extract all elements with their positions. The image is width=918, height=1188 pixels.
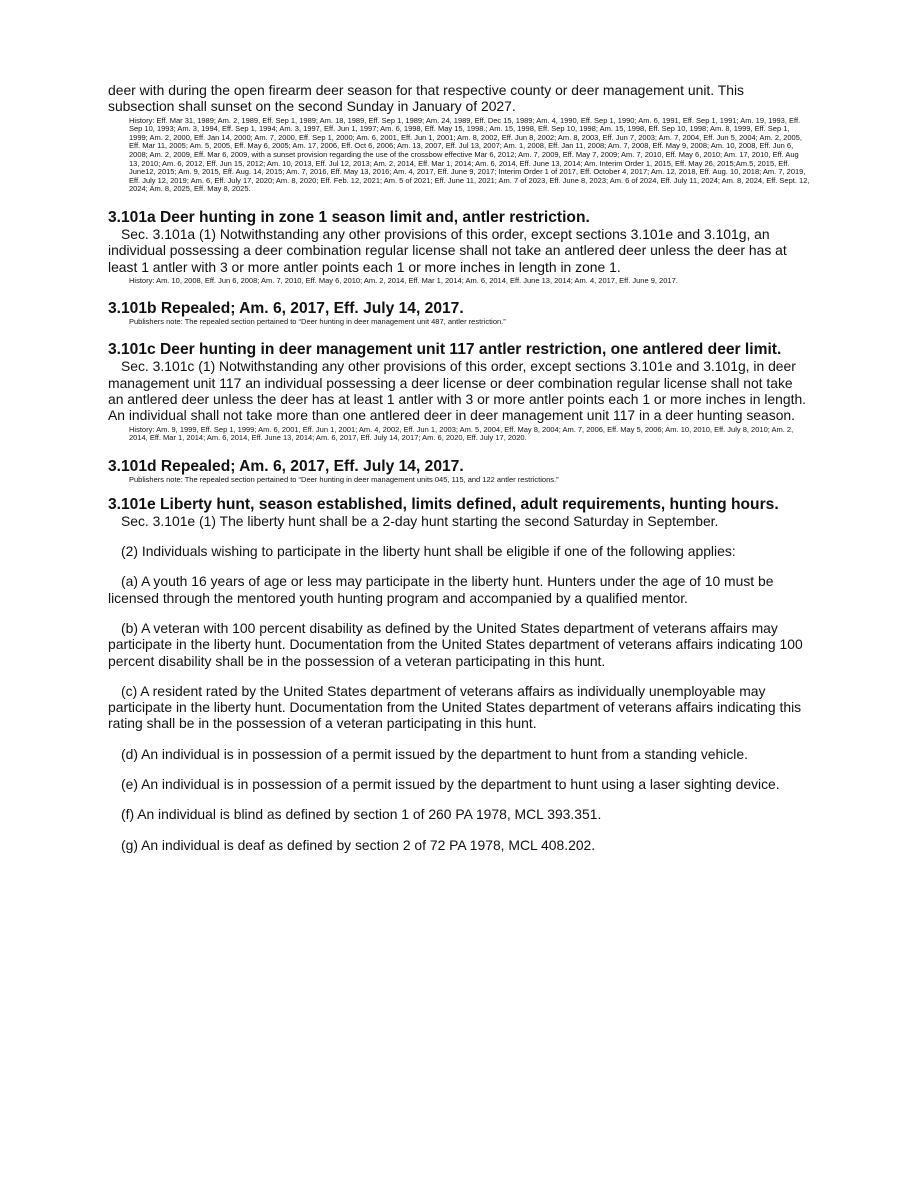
section-3-101e-heading: 3.101e Liberty hunt, season established, limits defined, adult requirements, hunting hours. bbox=[108, 495, 779, 513]
section-3-101e-item-c: (c) A resident rated by the United States department of veterans affairs as individually unemployable may participate in the liberty hunt. Documentation from the United States department of veterans affairs indicating this rating shall be in the possession of a veteran participating in this hunt. bbox=[108, 682, 802, 732]
section-3-101d-note: Publishers note: The repealed section pertained to “Deer hunting in deer management units 045, 115, and 122 antler restrictions.” bbox=[129, 474, 559, 484]
section-3-101e-item-d: (d) An individual is in possession of a permit issued by the department to hunt from a standing vehicle. bbox=[121, 745, 748, 762]
section-3-101e-item-b: (b) A veteran with 100 percent disability as defined by the United States department of veterans affairs may participate in the liberty hunt. Documentation from the United States department of veterans affairs indicating 100 percent disability shall be in the possession of a veteran participating in this hunt. bbox=[108, 619, 803, 669]
section-3-101c-heading: 3.101c Deer hunting in deer management unit 117 antler restriction, one antlered deer limit. bbox=[108, 341, 782, 359]
section-3-101e-paragraph-1: Sec. 3.101e (1) The liberty hunt shall be a 2-day hunt starting the second Saturday in September. bbox=[121, 512, 719, 529]
section-3-101b-note: Publishers note: The repealed section pertained to “Deer hunting in deer management unit 487, antler restriction.” bbox=[129, 317, 506, 327]
section-3-101c-text: Sec. 3.101c (1) Notwithstanding any other provisions of this order, except sections 3.101e and 3.101g, in deer management unit 117 an individual possessing a deer license or deer combination regular license shall not take an antlered deer unless the deer has at least 1 antler with 3 or more antler points each 1 or more inches in length. An individual shall not take more than one antlered deer in deer management unit 117 in a deer hunting season. bbox=[108, 358, 807, 424]
section-3-101b-heading: 3.101b Repealed; Am. 6, 2017, Eff. July 14, 2017. bbox=[108, 300, 464, 318]
section-3-101c-history: History: Am. 9, 1999, Eff. Sep 1, 1999; Am. 6, 2001, Eff. Jun 1, 2001; Am. 4, 2002, Eff. Jun 1, 2003; Am. 5, 2004, Eff. May 8, 2004; Am. 7, 2006, Eff. May 5, 2006; Am. 10, 2010, Eff. July 8, 2010; Am. 2, 2014, Eff. Mar 1, 2014; Am. 6, 2014, Eff. June 13, 2014; Am. 6, 2017, Eff. July 14, 2017; Am. 6, 2020, Eff. July 17, 2020. bbox=[129, 424, 794, 443]
document-page bbox=[108, 82, 810, 853]
section-3-101a-history: History: Am. 10, 2008, Eff. Jun 6, 2008; Am. 7, 2010, Eff. May 6, 2010; Am. 2, 2014, Eff. Mar 1, 2014; Am. 6, 2014, Eff. June 13, 2014; Am. 4, 2017, Eff. June 9, 2017. bbox=[129, 275, 678, 285]
section-3-101e-item-f: (f) An individual is blind as defined by section 1 of 260 PA 1978, MCL 393.351. bbox=[121, 806, 602, 823]
section-3-101d-heading: 3.101d Repealed; Am. 6, 2017, Eff. July 14, 2017. bbox=[108, 457, 464, 475]
section-3-101e-paragraph-2: (2) Individuals wishing to participate in the liberty hunt shall be eligible if one of the following applies: bbox=[121, 543, 736, 560]
section-3-101e-item-e: (e) An individual is in possession of a permit issued by the department to hunt using a laser sighting device. bbox=[121, 776, 780, 793]
intro-history: History: Eff. Mar 31, 1989; Am. 2, 1989, Eff. Sep 1, 1989; Am. 18, 1989, Eff. Sep 1, 1989; Am. 24, 1989, Eff. Dec 15, 1989; Am. 4, 1990, Eff. Sep 1, 1990; Am. 6, 1991, Eff. Sep 1, 1991; Am. 19, 1993, Eff. Sep 10, 1993; Am. 3, 1994, Eff. Sep 1, 1994; Am. 3, 1997, Eff. Jun 1, 1997; Am. 6, 1998, Eff. May 15, 1998.; Am. 15, 1998, Eff. Sep 10, 1998; Am. 15, 1998, Eff. Sep 10, 1998; Am. 8, 1999, Eff. Sep 1, 1999; Am. 2, 2000, Eff. Jan 14, 2000; Am. 7, 2000, Eff. Sep 1, 2000; Am. 6, 2001, Eff. Jun 1, 2001; Am. 8, 2002, Eff. Jun 8, 2002; Am. 8, 2003, Eff. Jun 7, 2003; Am. 7, 2004, Eff. Jun 5, 2004; Am. 2, 2005, Eff. Mar 11, 2005; Am. 5, 2005, Eff. May 6, 2005; Am. 17, 2006, Eff. Oct 6, 2006; Am. 13, 2007, Eff. Jul 13, 2007; Am. 1, 2008, Eff. Jan 11, 2008; Am. 7, 2008, Eff. May 9, 2008; Am. 10, 2008, Eff. Jun 6, 2008; Am. 2, 2009, Eff. Mar 6, 2009, with a sunset provision regarding the use of the crossbow effective Mar 6, 2012; Am. 7, 2009, Eff. May 7, 2009; Am. 7, 2010, Eff. May 6, 2010; Am. 17, 2010, Eff. Aug 13, 2010; Am. 6, 2012, Eff. Jun 15, 2012; Am. 10, 2013, Eff. Jul 12, 2013; Am. 2, 2014, Eff. Mar 1, 2014; Am. 6, 2014, Eff. June 13, 2014; Am. Interim Order 1, 2015, Eff. May 26, 2015;Am.5, 2015, Eff. June12, 2015; Am. 9, 2015, Eff. Aug. 14, 2015; Am. 7, 2016, Eff. May 13, 2016; Am. 4, 2017, Eff. June 9, 2017; Interim Order 1 of 2017, Eff. October 4, 2017; Am. 12, 2018, Eff. Aug. 10, 2018; Am. 7, 2019, Eff. July 12, 2019; Am. 6, Eff. July 17, 2020; Am. 8, 2020; Eff. Feb. 12, 2021; Am. 5 of 2021; Eff. June 11, 2021; Am. 7 of 2023, Eff. June 8, 2023; Am. 6 of 2024, Eff. July 11, 2024; Am. 8, 2024, Eff. Sept. 12, 2024; Am. 8, 2025, Eff. May 8, 2025. bbox=[129, 115, 810, 194]
section-3-101a-text: Sec. 3.101a (1) Notwithstanding any other provisions of this order, except sections 3.101e and 3.101g, an individual possessing a deer combination regular license shall not take an antlered deer unless the deer has at least 1 antler with 3 or more antler points each 1 or more inches in length in zone 1. bbox=[108, 225, 787, 275]
section-3-101a-heading: 3.101a Deer hunting in zone 1 season limit and, antler restriction. bbox=[108, 208, 590, 226]
section-3-101e-item-g: (g) An individual is deaf as defined by section 2 of 72 PA 1978, MCL 408.202. bbox=[121, 836, 596, 853]
section-3-101e-item-a: (a) A youth 16 years of age or less may participate in the liberty hunt. Hunters under the age of 10 must be licensed through the mentored youth hunting program and accompanied by a qualified mentor. bbox=[108, 573, 774, 606]
intro-paragraph: deer with during the open firearm deer season for that respective county or deer management unit. This subsection shall sunset on the second Sunday in January of 2027. bbox=[108, 82, 744, 115]
